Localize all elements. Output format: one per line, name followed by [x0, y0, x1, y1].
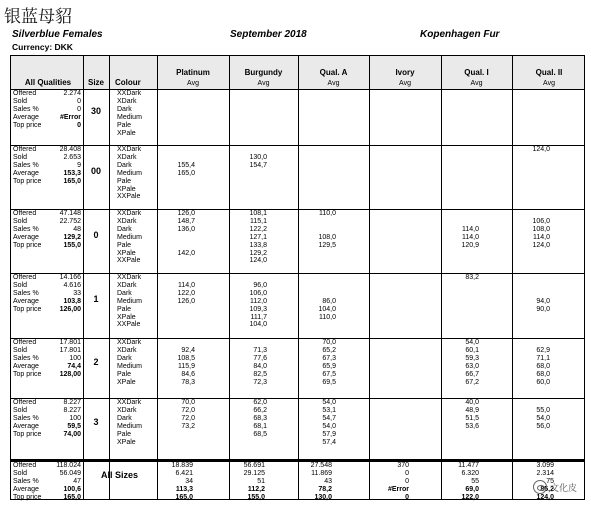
- price-cell: 124,0: [249, 257, 267, 265]
- total-cell: 124,0: [536, 493, 554, 501]
- colour-label: XDark: [117, 281, 137, 289]
- stat-label: Sold: [13, 153, 28, 161]
- colour-label: Dark: [117, 105, 132, 113]
- colour-label: Dark: [117, 161, 132, 169]
- stat-value: 56.049: [59, 469, 81, 477]
- stat-value: 153,3: [63, 169, 81, 177]
- watermark-text: 文化皮: [549, 482, 577, 493]
- stat-value: 74,00: [63, 430, 81, 438]
- price-cell: 109,3: [249, 305, 267, 313]
- price-cell: 68,5: [253, 430, 267, 438]
- price-cell: 78,3: [181, 378, 195, 386]
- total-cell: 18.839: [171, 462, 193, 469]
- watermark: [533, 480, 577, 494]
- price-cell: 133,8: [249, 241, 267, 249]
- total-cell: 122,0: [461, 493, 479, 501]
- price-cell: 72,0: [181, 414, 195, 422]
- stat-value: #Error: [59, 113, 81, 121]
- total-cell: 69,0: [465, 485, 479, 493]
- size-value: 0: [93, 229, 99, 240]
- ivory-header: Ivory: [395, 68, 415, 77]
- price-cell: 70,0: [322, 339, 336, 346]
- stat-label: Offered: [13, 399, 37, 406]
- all-qualities-header: All Qualities: [24, 78, 72, 87]
- stat-value: 48: [73, 225, 81, 233]
- total-cell: 29.125: [243, 469, 265, 477]
- price-cell: 104,0: [249, 321, 267, 329]
- price-cell: 126,0: [177, 297, 195, 305]
- colour-label: XXDark: [117, 274, 142, 281]
- total-cell: 155,0: [247, 493, 265, 501]
- price-cell: 67,2: [465, 378, 479, 386]
- total-cell: #Error: [387, 485, 409, 493]
- colour-label: XXDark: [117, 146, 142, 153]
- size-value: 3: [93, 416, 99, 427]
- stat-value: 165,0: [63, 493, 81, 501]
- stat-label: Average: [13, 485, 39, 493]
- price-cell: 68,0: [536, 362, 550, 370]
- column-divider: [83, 56, 84, 499]
- stat-value: 0: [77, 97, 81, 105]
- stat-label: Sold: [13, 217, 28, 225]
- report-source: Kopenhagen Fur: [420, 29, 500, 40]
- colour-label: Medium: [117, 422, 142, 430]
- stat-label: Average: [13, 297, 39, 305]
- colour-label: XXDark: [117, 399, 142, 406]
- column-divider: [157, 56, 158, 499]
- colour-label: Medium: [117, 169, 142, 177]
- colour-label: XDark: [117, 346, 137, 354]
- colour-label: XDark: [117, 217, 137, 225]
- group-divider: [11, 145, 584, 146]
- price-cell: 72,3: [253, 378, 267, 386]
- size-value: 2: [93, 356, 99, 367]
- colour-label: Pale: [117, 370, 132, 378]
- price-cell: 60,0: [536, 378, 550, 386]
- stat-value: 17.801: [59, 346, 81, 354]
- price-cell: 90,0: [536, 305, 550, 313]
- price-cell: 54,0: [322, 422, 336, 430]
- price-cell: 165,0: [177, 169, 195, 177]
- stat-label: Sold: [13, 281, 28, 289]
- colour-label: Pale: [117, 241, 132, 249]
- stat-value: 2.653: [63, 153, 81, 161]
- price-cell: 82,5: [253, 370, 267, 378]
- stat-label: Top price: [13, 493, 42, 501]
- stat-value: 165,0: [63, 177, 81, 185]
- total-cell: 165,0: [175, 493, 193, 501]
- colour-label: XPale: [117, 185, 136, 193]
- total-cell: 11.477: [458, 462, 479, 469]
- stat-value: 103,8: [63, 297, 81, 305]
- wechat-icon: [533, 480, 547, 494]
- colour-label: Pale: [117, 177, 132, 185]
- price-cell: 71,3: [253, 346, 267, 354]
- stat-label: Sales %: [13, 414, 39, 422]
- price-cell: 124,0: [532, 146, 550, 153]
- stat-label: Offered: [13, 274, 37, 281]
- total-cell: 78,2: [318, 485, 332, 493]
- stat-label: Sales %: [13, 161, 39, 169]
- price-cell: 83,2: [465, 274, 479, 281]
- stat-label: Sales %: [13, 477, 39, 485]
- price-cell: 66,2: [253, 406, 267, 414]
- stat-label: Average: [13, 113, 39, 121]
- stat-label: Offered: [13, 339, 37, 346]
- stat-value: 118.024: [56, 462, 81, 469]
- stat-value: 8.227: [63, 399, 81, 406]
- total-cell: 113,3: [175, 485, 193, 493]
- colour-label: Dark: [117, 414, 132, 422]
- all-sizes-label: All Sizes: [101, 470, 139, 480]
- stat-label: Offered: [13, 146, 37, 153]
- total-cell: 6.320: [461, 469, 479, 477]
- price-cell: 126,0: [177, 210, 195, 217]
- stat-label: Sold: [13, 406, 28, 414]
- price-cell: 115,1: [250, 217, 267, 225]
- price-cell: 110,0: [319, 313, 336, 321]
- size-header: Size: [87, 78, 104, 87]
- stat-value: 17.801: [59, 339, 81, 346]
- colour-label: Dark: [117, 354, 132, 362]
- avg-subheader: Avg: [470, 80, 483, 87]
- colour-label: XPale: [117, 313, 136, 321]
- stat-value: 2.274: [63, 90, 81, 97]
- total-cell: 34: [185, 477, 193, 485]
- stat-label: Offered: [13, 90, 37, 97]
- stat-value: 0: [77, 105, 81, 113]
- size-value: 1: [93, 294, 99, 304]
- colour-label: Medium: [117, 233, 142, 241]
- stat-value: 128,00: [59, 370, 81, 378]
- qual-i-header: Qual. I: [464, 68, 489, 77]
- stat-value: 74,4: [67, 362, 81, 370]
- colour-label: XDark: [117, 153, 137, 161]
- price-cell: 70,0: [181, 399, 195, 406]
- stat-label: Top price: [13, 370, 42, 378]
- stat-label: Offered: [13, 210, 37, 217]
- price-cell: 155,4: [177, 161, 195, 169]
- colour-label: XDark: [117, 406, 137, 414]
- colour-header: Colour: [115, 78, 141, 87]
- stat-value: 22.752: [59, 217, 81, 225]
- colour-label: XXDark: [117, 339, 142, 346]
- avg-subheader: Avg: [399, 80, 411, 87]
- price-cell: 136,0: [177, 225, 195, 233]
- price-cell: 51,5: [465, 414, 479, 422]
- colour-label: Dark: [117, 225, 132, 233]
- price-cell: 110,0: [319, 210, 336, 217]
- total-cell: 43: [324, 477, 332, 485]
- price-cell: 142,0: [177, 249, 195, 257]
- stat-label: Average: [13, 169, 39, 177]
- stat-label: Offered: [13, 462, 37, 469]
- stat-label: Top price: [13, 305, 42, 313]
- price-cell: 114,0: [178, 281, 195, 289]
- price-cell: 120,9: [461, 241, 479, 249]
- total-cell: 75: [546, 477, 554, 485]
- size-value: 00: [90, 165, 101, 176]
- colour-label: XPale: [117, 129, 136, 137]
- total-cell: 130,0: [314, 493, 332, 501]
- total-cell: 56.691: [243, 462, 265, 469]
- price-cell: 111,7: [250, 313, 267, 321]
- price-cell: 53,6: [465, 422, 479, 430]
- avg-subheader: Avg: [543, 80, 555, 87]
- price-cell: 108,1: [249, 210, 267, 217]
- total-cell: 0: [405, 477, 409, 485]
- price-cell: 57,4: [322, 438, 336, 446]
- price-cell: 96,0: [253, 281, 267, 289]
- price-cell: 62,9: [536, 346, 550, 354]
- price-cell: 108,5: [177, 354, 195, 362]
- colour-label: XPale: [117, 438, 136, 446]
- stat-value: 100: [69, 414, 81, 422]
- price-cell: 84,0: [253, 362, 267, 370]
- price-cell: 60,1: [465, 346, 479, 354]
- price-cell: 54,0: [536, 414, 550, 422]
- colour-label: XXDark: [117, 210, 142, 217]
- price-cell: 55,0: [536, 406, 550, 414]
- price-cell: 65,9: [322, 362, 336, 370]
- total-cell: 2.314: [536, 469, 554, 477]
- stat-label: Top price: [13, 177, 42, 185]
- colour-label: XXDark: [117, 90, 142, 97]
- colour-label: XPale: [117, 378, 136, 386]
- colour-label: Pale: [117, 305, 132, 313]
- price-cell: 59,3: [465, 354, 479, 362]
- price-cell: 68,3: [253, 414, 267, 422]
- price-cell: 48,9: [465, 406, 479, 414]
- price-cell: 53,1: [322, 406, 336, 414]
- burgundy-header: Burgundy: [244, 68, 283, 77]
- avg-subheader: Avg: [257, 80, 270, 87]
- stat-value: 28.408: [59, 146, 81, 153]
- price-cell: 54,0: [465, 339, 479, 346]
- total-cell: 112,2: [247, 485, 265, 493]
- total-cell: 0: [405, 469, 409, 477]
- price-cell: 122,2: [249, 225, 267, 233]
- stat-label: Sales %: [13, 225, 39, 233]
- price-cell: 94,0: [536, 297, 550, 305]
- price-cell: 72,0: [181, 406, 195, 414]
- stat-value: 100,6: [63, 485, 81, 493]
- colour-label: Medium: [117, 113, 142, 121]
- price-cell: 148,7: [177, 217, 195, 225]
- stat-value: 59,5: [67, 422, 81, 430]
- stat-label: Top price: [13, 121, 42, 129]
- column-divider: [109, 56, 110, 499]
- stat-value: 100: [69, 354, 81, 362]
- colour-label: Pale: [117, 121, 132, 129]
- price-cell: 106,0: [532, 217, 550, 225]
- stat-value: 14.166: [59, 274, 81, 281]
- price-cell: 127,1: [249, 233, 267, 241]
- stat-label: Sales %: [13, 289, 39, 297]
- currency-label: Currency: DKK: [12, 42, 73, 52]
- price-cell: 92,4: [181, 346, 195, 354]
- price-cell: 62,0: [253, 399, 267, 406]
- stat-label: Average: [13, 422, 39, 430]
- colour-label: XXPale: [117, 321, 141, 329]
- price-cell: 40,0: [465, 399, 479, 406]
- stat-value: 47.148: [59, 210, 81, 217]
- price-cell: 114,0: [533, 233, 550, 241]
- colour-label: XXPale: [117, 257, 141, 265]
- price-cell: 69,5: [322, 378, 336, 386]
- price-cell: 66,7: [465, 370, 479, 378]
- total-cell: 27.548: [310, 462, 332, 469]
- price-cell: 67,3: [322, 354, 336, 362]
- qual-ii-header: Qual. II: [535, 68, 563, 77]
- price-cell: 104,0: [318, 305, 336, 313]
- price-cell: 71,1: [536, 354, 550, 362]
- stat-label: Sold: [13, 346, 28, 354]
- column-divider: [369, 56, 370, 499]
- price-cell: 56,0: [536, 422, 550, 430]
- price-cell: 68,0: [536, 370, 550, 378]
- stat-label: Sold: [13, 469, 28, 477]
- colour-label: XDark: [117, 97, 137, 105]
- column-divider: [512, 56, 513, 499]
- price-cell: 54,7: [322, 414, 336, 422]
- price-cell: 68,1: [253, 422, 267, 430]
- stat-label: Top price: [13, 430, 42, 438]
- price-cell: 57,9: [322, 430, 336, 438]
- price-cell: 115,9: [178, 362, 195, 370]
- colour-label: Pale: [117, 430, 132, 438]
- stat-value: 33: [73, 289, 81, 297]
- size-value: 30: [90, 105, 101, 116]
- total-cell: 11.869: [311, 469, 332, 477]
- platinum-header: Platinum: [176, 68, 210, 77]
- price-cell: 129,2: [249, 249, 267, 257]
- avg-subheader: Avg: [327, 80, 340, 87]
- stat-value: 0: [77, 121, 81, 129]
- price-table: [10, 55, 585, 500]
- total-cell: 0: [405, 493, 409, 501]
- price-cell: 63,0: [465, 362, 479, 370]
- stat-value: 129,2: [63, 233, 81, 241]
- avg-subheader: Avg: [187, 80, 199, 87]
- price-cell: 154,7: [249, 161, 267, 169]
- stat-label: Sold: [13, 97, 28, 105]
- price-cell: 124,0: [532, 241, 550, 249]
- price-cell: 108,0: [532, 225, 550, 233]
- stat-label: Sales %: [13, 354, 39, 362]
- report-subtitle: Silverblue Females: [12, 29, 103, 40]
- stat-label: Top price: [13, 241, 42, 249]
- price-cell: 106,0: [249, 289, 267, 297]
- page-title: 银蓝母貂: [4, 7, 72, 27]
- stat-value: 155,0: [63, 241, 81, 249]
- price-cell: 130,0: [249, 153, 267, 161]
- stat-value: 47: [73, 477, 81, 485]
- price-cell: 122,0: [177, 289, 195, 297]
- total-cell: 85,2: [540, 485, 554, 493]
- price-cell: 77,6: [253, 354, 267, 362]
- stat-label: Sales %: [13, 105, 39, 113]
- colour-label: Medium: [117, 297, 142, 305]
- price-cell: 114,0: [462, 225, 479, 233]
- qual-a-header: Qual. A: [319, 68, 348, 77]
- price-cell: 112,0: [250, 297, 267, 305]
- total-cell: 6.421: [175, 469, 193, 477]
- total-cell: 3.099: [536, 462, 554, 469]
- report-date: September 2018: [230, 29, 307, 40]
- price-cell: 86,0: [322, 297, 336, 305]
- total-cell: 370: [397, 462, 409, 469]
- colour-label: Medium: [117, 362, 142, 370]
- header-divider: [11, 89, 584, 90]
- price-cell: 73,2: [181, 422, 195, 430]
- price-cell: 108,0: [318, 233, 336, 241]
- price-cell: 67,5: [322, 370, 336, 378]
- stat-value: 126,00: [59, 305, 81, 313]
- total-cell: 55: [471, 477, 479, 485]
- colour-label: XXPale: [117, 193, 141, 201]
- price-cell: 65,2: [322, 346, 336, 354]
- stat-value: 8.227: [63, 406, 81, 414]
- total-cell: 51: [257, 477, 265, 485]
- price-cell: 129,5: [318, 241, 336, 249]
- stat-label: Average: [13, 233, 39, 241]
- stat-label: Average: [13, 362, 39, 370]
- colour-label: Dark: [117, 289, 132, 297]
- price-cell: 54,0: [322, 399, 336, 406]
- stat-value: 4.616: [63, 281, 81, 289]
- group-divider: [11, 273, 584, 274]
- colour-label: XPale: [117, 249, 136, 257]
- stat-value: 9: [77, 161, 81, 169]
- price-cell: 114,0: [462, 233, 479, 241]
- price-cell: 84,6: [181, 370, 195, 378]
